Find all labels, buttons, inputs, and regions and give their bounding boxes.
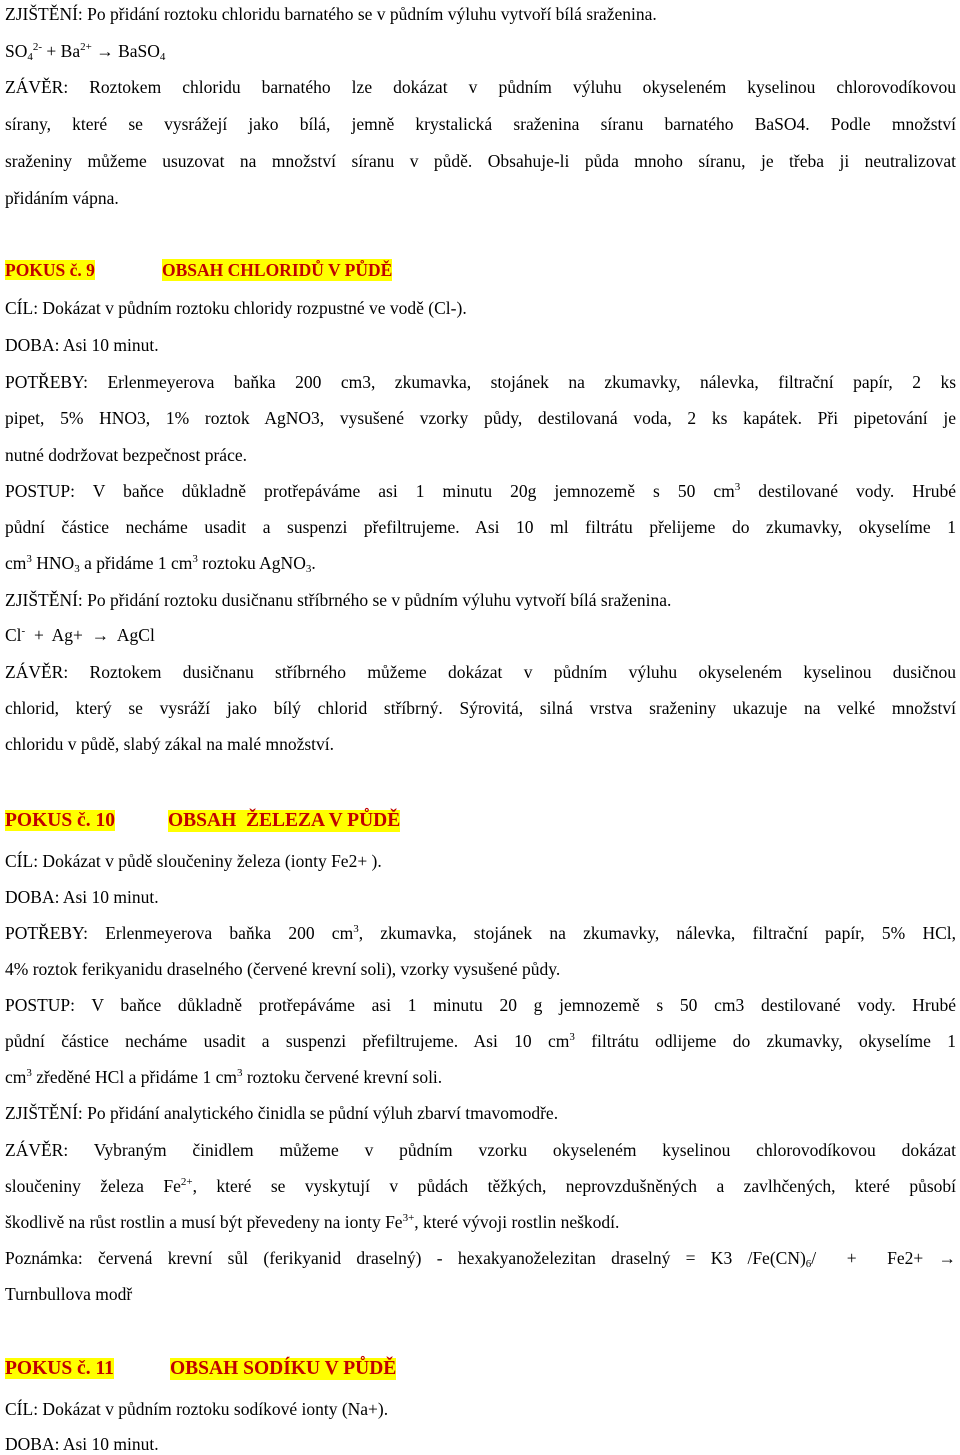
exp10-procedure-line <box>5 1066 956 1088</box>
eq-superscript: 2+ <box>80 41 92 53</box>
procedure-text: a přidáme 1 cm <box>79 553 193 573</box>
reaction-arrow-icon: → <box>938 1248 957 1268</box>
conclusion-text: škodlivě na růst rostlin a musí být převedeny na ionty Fe <box>5 1212 403 1232</box>
superscript: 3 <box>353 923 359 935</box>
eq-term: Cl <box>5 625 22 645</box>
procedure-text: cm <box>5 1067 27 1087</box>
superscript: 3 <box>192 553 198 565</box>
exp9-label: POKUS č. 9 <box>5 260 95 280</box>
exp10-note-line <box>5 1247 956 1269</box>
exp10-goal: CÍL: Dokázat v půdě sloučeniny železa (ionty Fe2+ ). <box>5 851 382 871</box>
exp9-goal: CÍL: Dokázat v půdním roztoku chloridy rozpustné ve vodě (Cl-). <box>5 298 467 318</box>
procedure-text: destilované vody. Hrubé <box>740 481 956 501</box>
eq-superscript: 2- <box>32 41 43 53</box>
superscript: 3+ <box>402 1212 415 1224</box>
exp10-note-line: Turnbullova modř <box>5 1284 133 1304</box>
exp10-duration: DOBA: Asi 10 minut. <box>5 887 159 907</box>
exp9-procedure-line <box>5 480 956 502</box>
exp9-needs-line: nutné dodržovat bezpečnost práce. <box>5 445 247 465</box>
procedure-text: zředěné HCl a přidáme 1 cm <box>31 1067 237 1087</box>
intro-conclusion-line: sírany, které se vysrážejí jako bílá, jemně krystalická sraženina síranu barnatého BaSO4. Podle množství <box>5 114 956 134</box>
exp11-goal: CÍL: Dokázat v půdním roztoku sodíkové ionty (Na+). <box>5 1399 389 1419</box>
superscript: 3 <box>569 1031 575 1043</box>
conclusion-text: , které vývoji rostlin neškodí. <box>414 1212 620 1232</box>
exp9-procedure-line <box>5 552 956 574</box>
exp9-conclusion-line: chlorid, který se vysráží jako bílý chlorid stříbrný. Sýrovitá, silná vrstva sraženiny ukazuje na velké množství <box>5 698 956 718</box>
eq-term: + Ba <box>46 41 81 61</box>
exp10-needs-line <box>5 922 956 944</box>
procedure-text: půdní částice necháme usadit a suspenzi přefiltrujeme. Asi 10 cm <box>5 1031 570 1051</box>
exp10-conclusion-line: ZÁVĚR: Vybraným činidlem můžeme v půdním vzorku okyseleném kyselinou chlorovodíkovou dokázat <box>5 1140 956 1160</box>
needs-text: POTŘEBY: Erlenmeyerova baňka 200 cm <box>5 923 354 943</box>
procedure-text: cm <box>5 553 27 573</box>
exp9-heading <box>5 259 956 281</box>
intro-conclusion-line: sraženiny můžeme usuzovat na množství síranu v půdě. Obsahuje-li půda mnoho síranu, je třeba ji neutralizovat <box>5 151 956 171</box>
procedure-text: filtrátu odlijeme do zkumavky, okyselíme 1 <box>574 1031 957 1051</box>
exp10-needs-line: 4% roztok ferikyanidu draselného (červené krevní soli), vzorky vysušené půdy. <box>5 959 561 979</box>
eq-term: + Ag+ → AgCl <box>25 625 155 645</box>
procedure-text: roztoku AgNO <box>197 553 306 573</box>
exp11-heading <box>5 1358 956 1380</box>
subscript: 6 <box>805 1258 812 1270</box>
exp9-needs-line: pipet, 5% HNO3, 1% roztok AgNO3, vysušené vzorky půdy, destilovaná voda, 2 ks kapátek. Při pipetování je <box>5 408 956 428</box>
eq-superscript: - <box>21 625 26 637</box>
exp9-title: OBSAH CHLORIDŮ V PŮDĚ <box>162 260 393 280</box>
exp10-finding: ZJIŠTĚNÍ: Po přidání analytického činidla se půdní výluh zbarví tmavomodře. <box>5 1103 559 1123</box>
intro-finding: ZJIŠTĚNÍ: Po přidání roztoku chloridu barnatého se v půdním výluhu vytvoří bílá sraženina. <box>5 4 657 24</box>
exp9-duration: DOBA: Asi 10 minut. <box>5 335 159 355</box>
exp9-conclusion-line: ZÁVĚR: Roztokem dusičnanu stříbrného můžeme dokázat v půdním výluhu okyseleném kyselinou dusičnou <box>5 662 956 682</box>
procedure-text: roztoku červené krevní soli. <box>242 1067 443 1087</box>
needs-text: , zkumavka, stojánek na zkumavky, nálevka, filtrační papír, 5% HCl, <box>358 923 956 943</box>
conclusion-text: sloučeniny železa Fe <box>5 1176 181 1196</box>
exp11-title: OBSAH SODÍKU V PŮDĚ <box>170 1358 397 1379</box>
exp9-finding: ZJIŠTĚNÍ: Po přidání roztoku dusičnanu stříbrného se v půdním výluhu vytvoří bílá sraženina. <box>5 590 672 610</box>
exp10-label: POKUS č. 10 <box>5 810 115 831</box>
barium-sulfate-equation <box>5 40 956 62</box>
eq-term: SO <box>5 41 28 61</box>
reaction-arrow-icon: → <box>96 41 114 61</box>
exp11-duration: DOBA: Asi 10 minut. <box>5 1434 159 1454</box>
exp10-heading <box>5 810 956 832</box>
eq-term: BaSO <box>118 41 160 61</box>
exp10-procedure-line <box>5 1030 956 1052</box>
silver-chloride-equation <box>5 624 956 646</box>
exp9-conclusion-line: chloridu v půdě, slabý zákal na malé množství. <box>5 734 335 754</box>
exp9-needs-line: POTŘEBY: Erlenmeyerova baňka 200 cm3, zkumavka, stojánek na zkumavky, nálevka, filtrační papír, 2 ks <box>5 372 956 392</box>
intro-conclusion-line: ZÁVĚR: Roztokem chloridu barnatého lze dokázat v půdním výluhu okyseleném kyselinou chlorovodíkovou <box>5 77 956 97</box>
exp10-title: OBSAH ŽELEZA V PŮDĚ <box>168 810 401 831</box>
note-text: Poznámka: červená krevní sůl (ferikyanid draselný) - hexakyanoželezitan draselný = K3 /Fe(CN) <box>5 1248 806 1268</box>
exp10-procedure-line: POSTUP: V baňce důkladně protřepáváme asi 1 minutu 20 g jemnozemě s 50 cm3 destilované vody. Hrubé <box>5 995 956 1015</box>
subscript: 3 <box>305 563 312 575</box>
eq-subscript: 4 <box>27 51 33 63</box>
superscript: 2+ <box>180 1176 193 1188</box>
subscript: 3 <box>74 563 80 575</box>
procedure-text: POSTUP: V baňce důkladně protřepáváme asi 1 minutu 20g jemnozemě s 50 cm <box>5 481 735 501</box>
superscript: 3 <box>26 1067 32 1079</box>
exp9-procedure-line: půdní částice necháme usadit a suspenzi přefiltrujeme. Asi 10 ml filtrátu přelijeme do zkumavky, okyselíme 1 <box>5 517 956 537</box>
superscript: 3 <box>26 553 32 565</box>
conclusion-text: , které se vyskytují v půdách těžkých, neprovzdušněných a zavlhčených, které působí <box>192 1176 956 1196</box>
superscript: 3 <box>236 1067 243 1079</box>
exp10-conclusion-line <box>5 1211 956 1233</box>
superscript: 3 <box>734 481 741 493</box>
note-text: / + Fe2+ <box>811 1248 924 1268</box>
eq-subscript: 4 <box>159 51 166 63</box>
exp10-conclusion-line <box>5 1175 956 1197</box>
intro-conclusion-line: přidáním vápna. <box>5 188 119 208</box>
exp11-label: POKUS č. 11 <box>5 1358 114 1379</box>
procedure-text: . <box>311 553 316 573</box>
procedure-text: HNO <box>31 553 75 573</box>
